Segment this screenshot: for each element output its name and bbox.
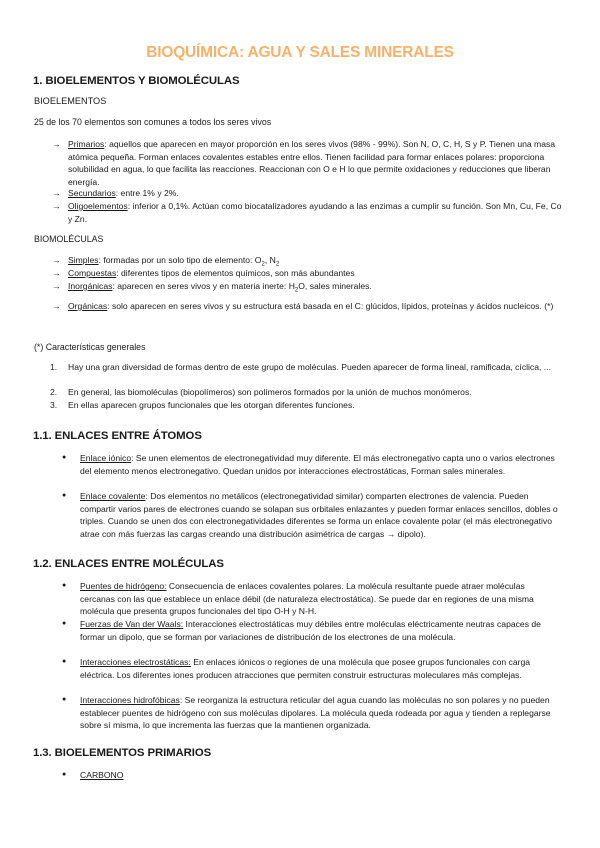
bullet-icon: ● <box>62 658 67 665</box>
term-enlace-covalente: Enlace covalente <box>80 491 146 501</box>
arrow-icon: → <box>52 255 61 265</box>
term-enlace-ionico: Enlace iónico <box>80 453 132 463</box>
term-inorganicas: Inorgánicas <box>68 281 113 291</box>
arrow-icon: → <box>52 201 61 211</box>
term-primarios: Primarios <box>68 139 105 149</box>
section-1-heading: 1. BIOELEMENTOS Y BIOMOLÉCULAS <box>33 75 240 87</box>
term-carbono: CARBONO <box>80 770 124 780</box>
term-organicas: Orgánicas <box>68 301 108 311</box>
caracteristicas-label: (*) Características generales <box>34 342 146 352</box>
section-1-2-heading: 1.2. ENLACES ENTRE MOLÉCULAS <box>33 558 224 570</box>
term-puentes-hidrogeno: Puentes de hidrógeno: <box>80 581 167 591</box>
bullet-icon: ● <box>62 454 67 461</box>
document-page: BIOQUÍMICA: AGUA Y SALES MINERALES 1. BIOELEMENTOS Y BIOMOLÉCULAS BIOELEMENTOS 25 de los 70 elementos son comunes a todos los seres vivos → Primarios: aquellos que aparecen en mayor proporción en los seres vivos (98% - 99%). Son N, O, C, H, S y P. Tienen una masa atómica pequeña. Forman enlaces covalentes estables entre ellos. Tienen facilidad para formar enlaces polares: proporciona solubilidad en agua, lo que facilita las reacciones. Reaccionan con O e H lo que permite oxidaciones y reducciones que liberan energía. → Secundarios: entre 1% y 2%. → Oligoelementos: inferior a 0,1%. Actúan como biocatalizadores ayudando a las enzimas a cumplir su función. Son Mn, Cu, Fe, Co y Zn. BIOMOLÉCULAS → Simples: formadas por un solo tipo de elemento: $O_2$, $N_2$ → Compuestas: diferentes tipos de elementos químicos, son más abundantes → Inorgánicas: aparecen en seres vivos y en materia inerte: $H_2O$, sales minerales. → Orgánicas: solo aparecen en seres vivos y su estructura está basada en el C: glúcidos, lípidos, proteínas y ácidos nucleicos. (*) (*) Características generales 1. Hay una gran diversidad de formas dentro de este grupo de moléculas. Pueden aparecer de forma lineal, ramificada, cíclica, ... 2. En general, las biomoléculas (biopolímeros) son polímeros formados por la unión de muchos monómeros. 3. En ellas aparecen grupos funcionales que les otorgan diferentes funciones. 1.1. ENLACES ENTRE ÁTOMOS ● Enlace iónico: Se unen elementos de electronegatividad muy diferente. El más electronegativo capta uno o varios electrones del elemento menos electronegativo. Quedan unidos por interacciones electrostáticas, Forman sales minerales. ● Enlace covalente: Dos elementos no metálicos (electronegatividad similar) comparten electrones de valencia. Pueden compartir varios pares de electrones cuando se solapan sus orbitales enlazantes y pueden formar enlaces sencillos, dobles o triples. Cuando se unen dos con electronegatividades diferentes se forma un enlace covalente polar (el más electronegativo atrae con más fuerzas las cargas creando una distribución asimétrica de cargas → dipolo). 1.2. ENLACES ENTRE MOLÉCULAS ● Puentes de hidrógeno: Consecuencia de enlaces covalentes polares. La molécula resultante puede atraer moléculas cercanas con las que establece un enlace débil (de naturaleza electrostática). Se puede dar en regiones de una misma molécula que presenta grupos funcionales del tipo O-H y N-H. ● Fuerzas de Van der Waals: Interacciones electrostáticas muy débiles entre moléculas eléctricamente neutras capaces de formar un dipolo, que se forman por variaciones de distribución de los electrones de una molécula. ● Interacciones electrostáticas: En enlaces iónicos o regiones de una molécula que posee grupos funcionales con carga eléctrica. Los diferentes iones producen atracciones que permiten construir estructuras moleculares más complejas. ● Interacciones hidrofóbicas: Se reorganiza la estructura reticular del agua cuando las moléculas no son polares y no pueden establecer puentes de hidrógeno con sus moléculas dipolares. La molécula queda rodeada por agua y tienden a replegarse sobre sí misma, lo que incrementa las fuerzas que la mantienen organizada. 1.3. BIOELEMENTOS PRIMARIOS ● CARBONO <box>0 0 600 848</box>
biomoleculas-label: BIOMOLÉCULAS <box>34 234 104 244</box>
term-compuestas: Compuestas <box>68 268 117 278</box>
document-title: BIOQUÍMICA: AGUA Y SALES MINERALES <box>146 44 454 61</box>
arrow-icon: → <box>52 268 61 278</box>
term-interacciones-hidrofobicas: Interacciones hidrofóbicas <box>80 695 180 705</box>
section-1-3-heading: 1.3. BIOELEMENTOS PRIMARIOS <box>33 747 212 759</box>
bioelementos-label: BIOELEMENTOS <box>34 96 107 106</box>
bullet-icon: ● <box>62 582 67 589</box>
bullet-icon: ● <box>62 771 67 778</box>
term-secundarios: Secundarios <box>68 188 116 198</box>
bullet-icon: ● <box>62 492 67 499</box>
arrow-icon: → <box>52 188 61 198</box>
section-1-1-heading: 1.1. ENLACES ENTRE ÁTOMOS <box>33 430 202 442</box>
term-interacciones-electrostaticas: Interacciones electrostáticas: <box>80 657 191 667</box>
arrow-icon: → <box>52 281 61 291</box>
arrow-icon: → <box>52 301 61 311</box>
bullet-icon: ● <box>62 696 67 703</box>
term-simples: Simples <box>68 255 99 265</box>
bullet-icon: ● <box>62 620 67 627</box>
term-van-der-waals: Fuerzas de Van der Waals: <box>80 619 184 629</box>
arrow-icon: → <box>52 139 61 149</box>
term-oligoelementos: Oligoelementos <box>68 201 128 211</box>
bioelementos-intro: 25 de los 70 elementos son comunes a todos los seres vivos <box>34 117 272 127</box>
